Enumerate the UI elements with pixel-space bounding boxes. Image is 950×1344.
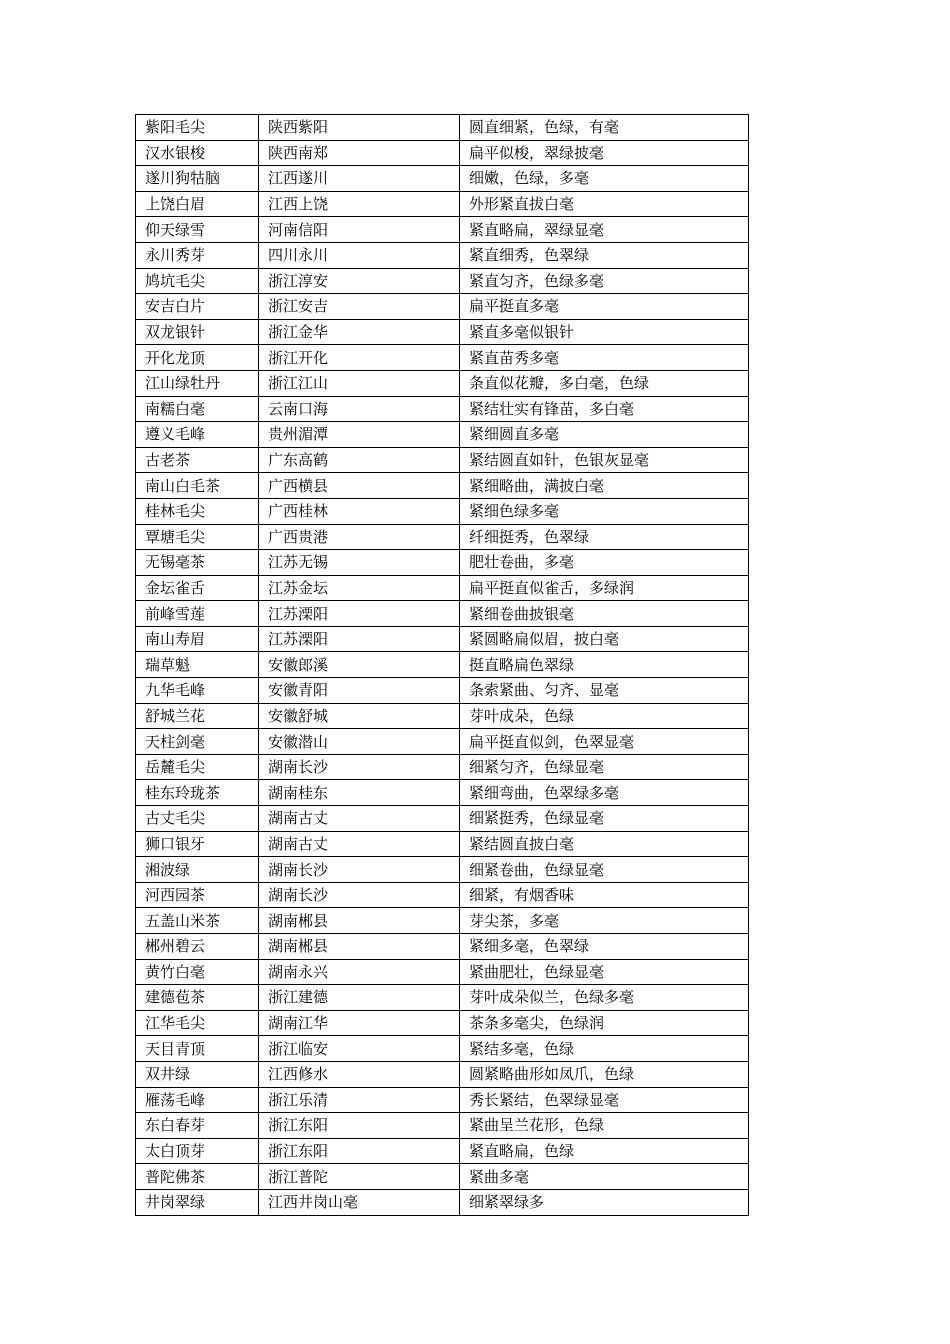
table-row <box>136 703 749 729</box>
table-row <box>136 985 749 1011</box>
tea-name-cell: 仰天绿雪 <box>136 217 259 243</box>
tea-name-cell: 前峰雪莲 <box>136 601 259 627</box>
appearance-cell: 外形紧直拔白毫 <box>460 191 749 217</box>
appearance-cell: 紧直苗秀多毫 <box>460 345 749 371</box>
table-row <box>136 1164 749 1190</box>
origin-cell: 湖南郴县 <box>259 908 460 934</box>
table-row <box>136 319 749 345</box>
table-row <box>136 959 749 985</box>
tea-name-cell: 双龙银针 <box>136 319 259 345</box>
tea-name-cell: 雁荡毛峰 <box>136 1087 259 1113</box>
origin-cell: 湖南长沙 <box>259 857 460 883</box>
table-row <box>136 140 749 166</box>
appearance-cell: 紧细多毫，色翠绿 <box>460 934 749 960</box>
table-row <box>136 166 749 192</box>
tea-name-cell: 安吉白片 <box>136 294 259 320</box>
table-row <box>136 345 749 371</box>
table-row <box>136 498 749 524</box>
table-row <box>136 242 749 268</box>
table-row <box>136 396 749 422</box>
table-row <box>136 447 749 473</box>
table-row <box>136 626 749 652</box>
tea-name-cell: 汉水银梭 <box>136 140 259 166</box>
origin-cell: 河南信阳 <box>259 217 460 243</box>
table-row <box>136 806 749 832</box>
origin-cell: 湖南江华 <box>259 1010 460 1036</box>
origin-cell: 四川永川 <box>259 242 460 268</box>
appearance-cell: 紧曲呈兰花形，色绿 <box>460 1113 749 1139</box>
table-row <box>136 524 749 550</box>
origin-cell: 广西横县 <box>259 473 460 499</box>
tea-name-cell: 覃塘毛尖 <box>136 524 259 550</box>
table-row <box>136 1010 749 1036</box>
table-row <box>136 652 749 678</box>
tea-name-cell: 永川秀芽 <box>136 242 259 268</box>
tea-name-cell: 五盖山米茶 <box>136 908 259 934</box>
appearance-cell: 紧细卷曲披银毫 <box>460 601 749 627</box>
appearance-cell: 紧细弯曲，色翠绿多毫 <box>460 780 749 806</box>
origin-cell: 安徽舒城 <box>259 703 460 729</box>
tea-name-cell: 江山绿牡丹 <box>136 370 259 396</box>
appearance-cell: 紧细圆直多毫 <box>460 422 749 448</box>
table-row <box>136 1087 749 1113</box>
appearance-cell: 圆紧略曲形如凤爪，色绿 <box>460 1061 749 1087</box>
origin-cell: 陕西紫阳 <box>259 115 460 141</box>
origin-cell: 浙江淳安 <box>259 268 460 294</box>
table-row <box>136 678 749 704</box>
table-row <box>136 754 749 780</box>
tea-name-cell: 南山寿眉 <box>136 626 259 652</box>
table-row <box>136 934 749 960</box>
tea-name-cell: 古老茶 <box>136 447 259 473</box>
appearance-cell: 紧结圆直如针，色银灰显毫 <box>460 447 749 473</box>
origin-cell: 江西井岗山毫 <box>259 1189 460 1215</box>
tea-name-cell: 古丈毛尖 <box>136 806 259 832</box>
origin-cell: 湖南古丈 <box>259 806 460 832</box>
appearance-cell: 紧直细秀，色翠绿 <box>460 242 749 268</box>
tea-name-cell: 郴州碧云 <box>136 934 259 960</box>
tea-name-cell: 天目青顶 <box>136 1036 259 1062</box>
appearance-cell: 紧直匀齐，色绿多毫 <box>460 268 749 294</box>
origin-cell: 湖南古丈 <box>259 831 460 857</box>
table-row <box>136 473 749 499</box>
origin-cell: 湖南桂东 <box>259 780 460 806</box>
origin-cell: 江西修水 <box>259 1061 460 1087</box>
table-row <box>136 1189 749 1215</box>
appearance-cell: 紧曲肥壮，色绿显毫 <box>460 959 749 985</box>
appearance-cell: 芽叶成朵似兰，色绿多毫 <box>460 985 749 1011</box>
tea-name-cell: 江华毛尖 <box>136 1010 259 1036</box>
appearance-cell: 肥壮卷曲，多毫 <box>460 550 749 576</box>
appearance-cell: 扁平挺直似剑，色翠显毫 <box>460 729 749 755</box>
origin-cell: 浙江安吉 <box>259 294 460 320</box>
tea-name-cell: 东白春芽 <box>136 1113 259 1139</box>
table-row <box>136 780 749 806</box>
appearance-cell: 细紧卷曲，色绿显毫 <box>460 857 749 883</box>
table-row <box>136 1061 749 1087</box>
tea-name-cell: 瑞草魁 <box>136 652 259 678</box>
origin-cell: 浙江临安 <box>259 1036 460 1062</box>
appearance-cell: 细嫩，色绿，多毫 <box>460 166 749 192</box>
appearance-cell: 紧圆略扁似眉，披白毫 <box>460 626 749 652</box>
origin-cell: 浙江普陀 <box>259 1164 460 1190</box>
tea-name-cell: 湘波绿 <box>136 857 259 883</box>
appearance-cell: 紧结壮实有锋苗，多白毫 <box>460 396 749 422</box>
table-row <box>136 831 749 857</box>
appearance-cell: 紧结多毫，色绿 <box>460 1036 749 1062</box>
tea-name-cell: 天柱剑毫 <box>136 729 259 755</box>
table-row <box>136 601 749 627</box>
table-row <box>136 575 749 601</box>
appearance-cell: 细紧翠绿多 <box>460 1189 749 1215</box>
origin-cell: 江苏金坛 <box>259 575 460 601</box>
origin-cell: 浙江乐清 <box>259 1087 460 1113</box>
tea-name-cell: 无锡毫茶 <box>136 550 259 576</box>
origin-cell: 湖南郴县 <box>259 934 460 960</box>
tea-name-cell: 岳麓毛尖 <box>136 754 259 780</box>
origin-cell: 安徽青阳 <box>259 678 460 704</box>
tea-name-cell: 普陀佛茶 <box>136 1164 259 1190</box>
table-row <box>136 191 749 217</box>
appearance-cell: 紧细略曲，满披白毫 <box>460 473 749 499</box>
table-row <box>136 422 749 448</box>
origin-cell: 浙江建德 <box>259 985 460 1011</box>
table-row <box>136 370 749 396</box>
tea-name-cell: 黄竹白毫 <box>136 959 259 985</box>
appearance-cell: 细紧，有烟香味 <box>460 882 749 908</box>
appearance-cell: 扁平挺直似雀舌，多绿润 <box>460 575 749 601</box>
tea-name-cell: 金坛雀舌 <box>136 575 259 601</box>
origin-cell: 江苏溧阳 <box>259 601 460 627</box>
origin-cell: 广东高鹤 <box>259 447 460 473</box>
appearance-cell: 扁平挺直多毫 <box>460 294 749 320</box>
tea-name-cell: 遵义毛峰 <box>136 422 259 448</box>
origin-cell: 浙江金华 <box>259 319 460 345</box>
table-row <box>136 115 749 141</box>
appearance-cell: 紧直略扁，翠绿显毫 <box>460 217 749 243</box>
table-row <box>136 294 749 320</box>
origin-cell: 陕西南郑 <box>259 140 460 166</box>
appearance-cell: 紧直多毫似银针 <box>460 319 749 345</box>
tea-name-cell: 舒城兰花 <box>136 703 259 729</box>
appearance-cell: 条直似花瓣，多白毫，色绿 <box>460 370 749 396</box>
tea-name-cell: 桂东玲珑茶 <box>136 780 259 806</box>
origin-cell: 浙江开化 <box>259 345 460 371</box>
tea-name-cell: 上饶白眉 <box>136 191 259 217</box>
table-row <box>136 729 749 755</box>
tea-name-cell: 双井绿 <box>136 1061 259 1087</box>
appearance-cell: 紧结圆直披白毫 <box>460 831 749 857</box>
table-row <box>136 1113 749 1139</box>
tea-name-cell: 狮口银牙 <box>136 831 259 857</box>
origin-cell: 湖南长沙 <box>259 882 460 908</box>
tea-name-cell: 河西园茶 <box>136 882 259 908</box>
tea-table <box>135 114 749 1216</box>
tea-name-cell: 井岗翠绿 <box>136 1189 259 1215</box>
table-row <box>136 1036 749 1062</box>
tea-name-cell: 鸠坑毛尖 <box>136 268 259 294</box>
table-row <box>136 908 749 934</box>
tea-name-cell: 南山白毛茶 <box>136 473 259 499</box>
table-row <box>136 550 749 576</box>
appearance-cell: 紧曲多毫 <box>460 1164 749 1190</box>
tea-name-cell: 开化龙顶 <box>136 345 259 371</box>
appearance-cell: 细紧匀齐，色绿显毫 <box>460 754 749 780</box>
origin-cell: 浙江东阳 <box>259 1138 460 1164</box>
tea-table-body <box>136 115 749 1216</box>
appearance-cell: 紧细色绿多毫 <box>460 498 749 524</box>
appearance-cell: 挺直略扁色翠绿 <box>460 652 749 678</box>
origin-cell: 浙江江山 <box>259 370 460 396</box>
appearance-cell: 条索紧曲、匀齐、显毫 <box>460 678 749 704</box>
appearance-cell: 扁平似梭，翠绿披毫 <box>460 140 749 166</box>
origin-cell: 安徽郎溪 <box>259 652 460 678</box>
appearance-cell: 紧直略扁，色绿 <box>460 1138 749 1164</box>
origin-cell: 安徽潜山 <box>259 729 460 755</box>
table-row <box>136 857 749 883</box>
tea-name-cell: 遂川狗牯脑 <box>136 166 259 192</box>
origin-cell: 浙江东阳 <box>259 1113 460 1139</box>
origin-cell: 贵州湄潭 <box>259 422 460 448</box>
appearance-cell: 秀长紧结，色翠绿显毫 <box>460 1087 749 1113</box>
appearance-cell: 细紧挺秀，色绿显毫 <box>460 806 749 832</box>
origin-cell: 湖南长沙 <box>259 754 460 780</box>
origin-cell: 广西桂林 <box>259 498 460 524</box>
appearance-cell: 圆直细紧，色绿，有毫 <box>460 115 749 141</box>
appearance-cell: 茶条多毫尖，色绿润 <box>460 1010 749 1036</box>
appearance-cell: 芽尖茶，多毫 <box>460 908 749 934</box>
origin-cell: 云南口海 <box>259 396 460 422</box>
tea-name-cell: 九华毛峰 <box>136 678 259 704</box>
origin-cell: 广西贵港 <box>259 524 460 550</box>
table-row <box>136 268 749 294</box>
origin-cell: 江西上饶 <box>259 191 460 217</box>
tea-name-cell: 桂林毛尖 <box>136 498 259 524</box>
appearance-cell: 纤细挺秀，色翠绿 <box>460 524 749 550</box>
origin-cell: 江苏溧阳 <box>259 626 460 652</box>
appearance-cell: 芽叶成朵，色绿 <box>460 703 749 729</box>
table-row <box>136 882 749 908</box>
tea-name-cell: 紫阳毛尖 <box>136 115 259 141</box>
origin-cell: 湖南永兴 <box>259 959 460 985</box>
origin-cell: 江苏无锡 <box>259 550 460 576</box>
tea-name-cell: 太白顶芽 <box>136 1138 259 1164</box>
table-row <box>136 1138 749 1164</box>
tea-name-cell: 南糯白毫 <box>136 396 259 422</box>
table-row <box>136 217 749 243</box>
origin-cell: 江西遂川 <box>259 166 460 192</box>
tea-name-cell: 建德苞茶 <box>136 985 259 1011</box>
